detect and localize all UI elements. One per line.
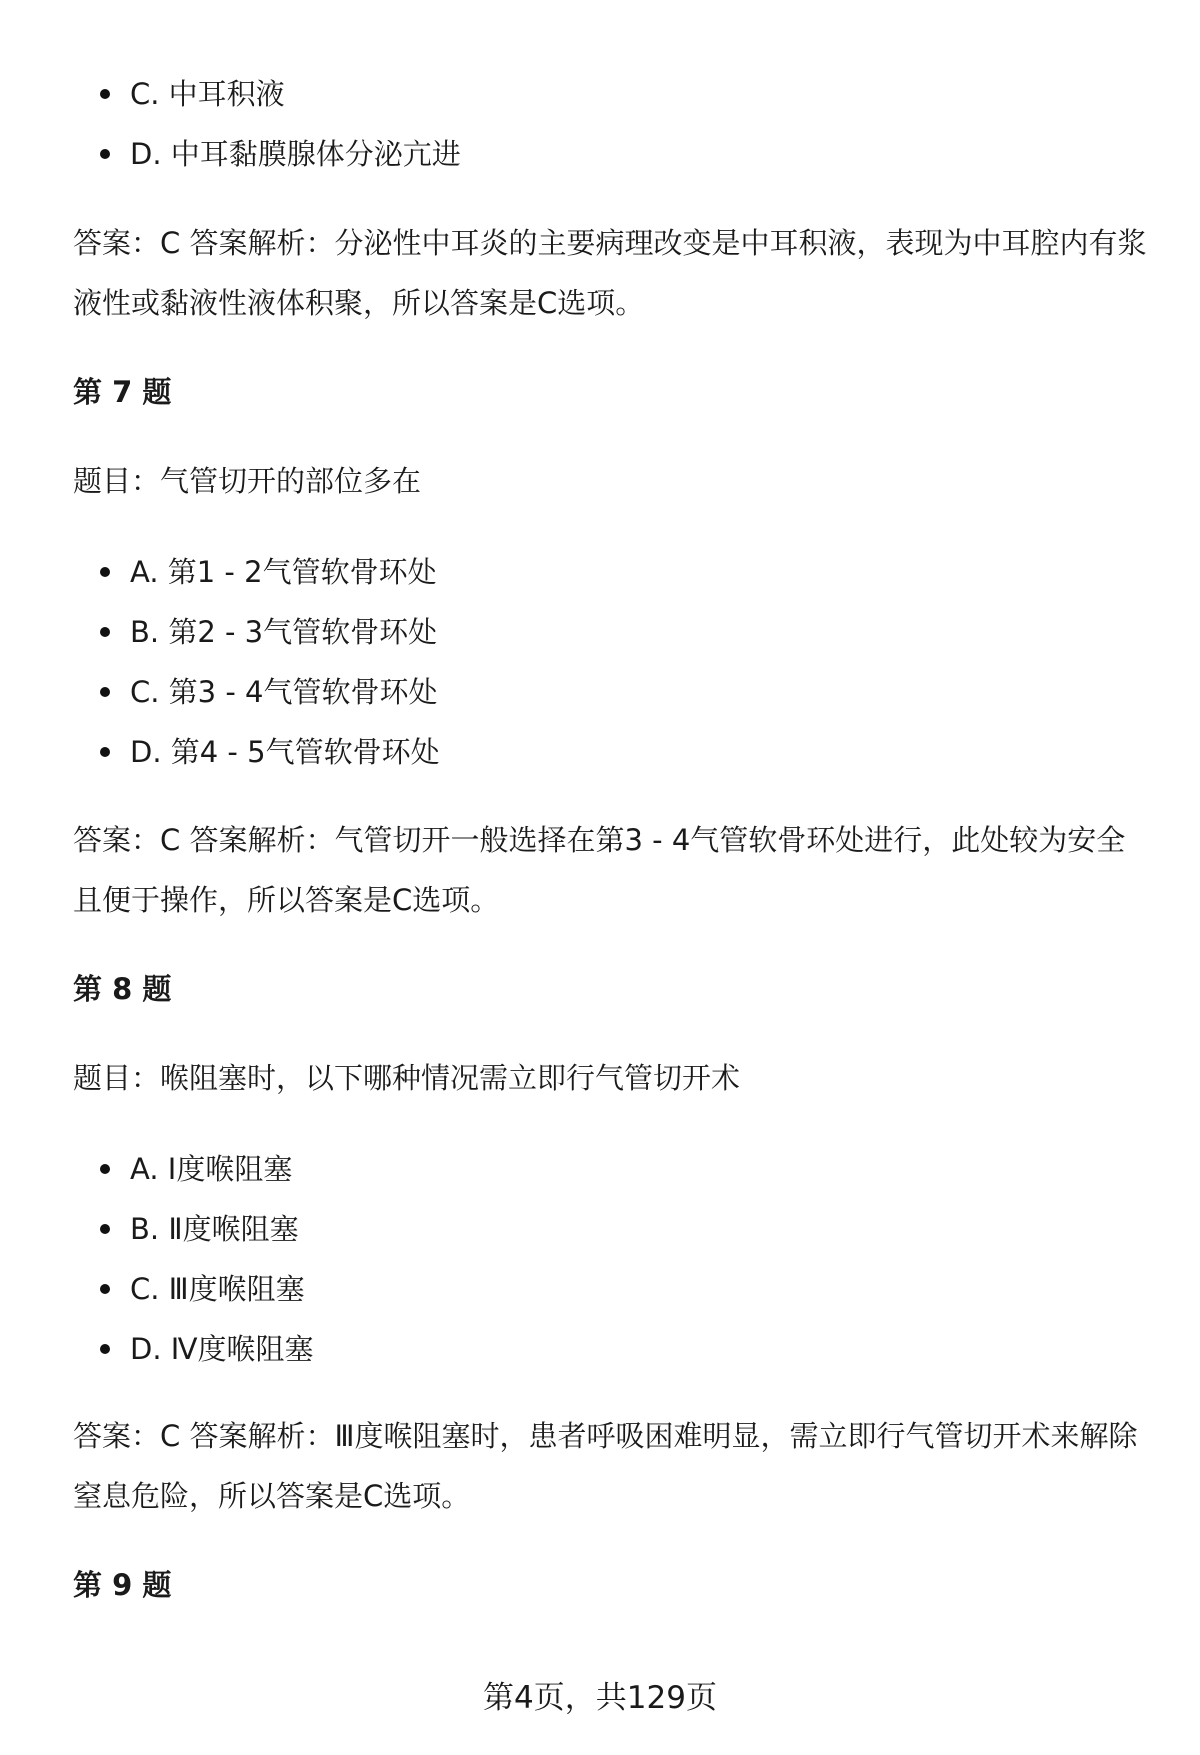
q7-option-c: C. 第3 - 4气管软骨环处	[100, 662, 440, 722]
q6-option-d: D. 中耳黏膜腺体分泌亢进	[100, 124, 461, 184]
q8-option-list	[100, 1139, 314, 1379]
q8-option-a: A. Ⅰ度喉阻塞	[100, 1139, 314, 1199]
q9-heading: 第 9 题	[73, 1568, 172, 1602]
q8-answer: 答案：C 答案解析：Ⅲ度喉阻塞时，患者呼吸困难明显，需立即行气管切开术来解除窒息危险，所以答案是C选项。	[73, 1419, 1138, 1513]
q7-option-list	[100, 542, 440, 782]
q7-option-b: B. 第2 - 3气管软骨环处	[100, 602, 440, 662]
q6-answer: 答案：C 答案解析：分泌性中耳炎的主要病理改变是中耳积液，表现为中耳腔内有浆液性或黏液性液体积聚，所以答案是C选项。	[73, 226, 1147, 320]
q6-option-list	[100, 64, 461, 184]
q8-heading: 第 8 题	[73, 972, 172, 1006]
q6-option-c: C. 中耳积液	[100, 64, 461, 124]
q8-option-b: B. Ⅱ度喉阻塞	[100, 1199, 314, 1259]
q7-question: 题目：气管切开的部位多在	[73, 464, 422, 498]
q8-option-c: C. Ⅲ度喉阻塞	[100, 1259, 314, 1319]
page-number-footer: 第4页，共129页	[483, 1680, 717, 1716]
q8-option-d: D. Ⅳ度喉阻塞	[100, 1319, 314, 1379]
q7-heading: 第 7 题	[73, 375, 172, 409]
q7-option-a: A. 第1 - 2气管软骨环处	[100, 542, 440, 602]
q7-answer: 答案：C 答案解析：气管切开一般选择在第3 - 4气管软骨环处进行，此处较为安全且便于操作，所以答案是C选项。	[73, 823, 1126, 917]
q8-question: 题目：喉阻塞时，以下哪种情况需立即行气管切开术	[73, 1061, 741, 1095]
q7-option-d: D. 第4 - 5气管软骨环处	[100, 722, 440, 782]
